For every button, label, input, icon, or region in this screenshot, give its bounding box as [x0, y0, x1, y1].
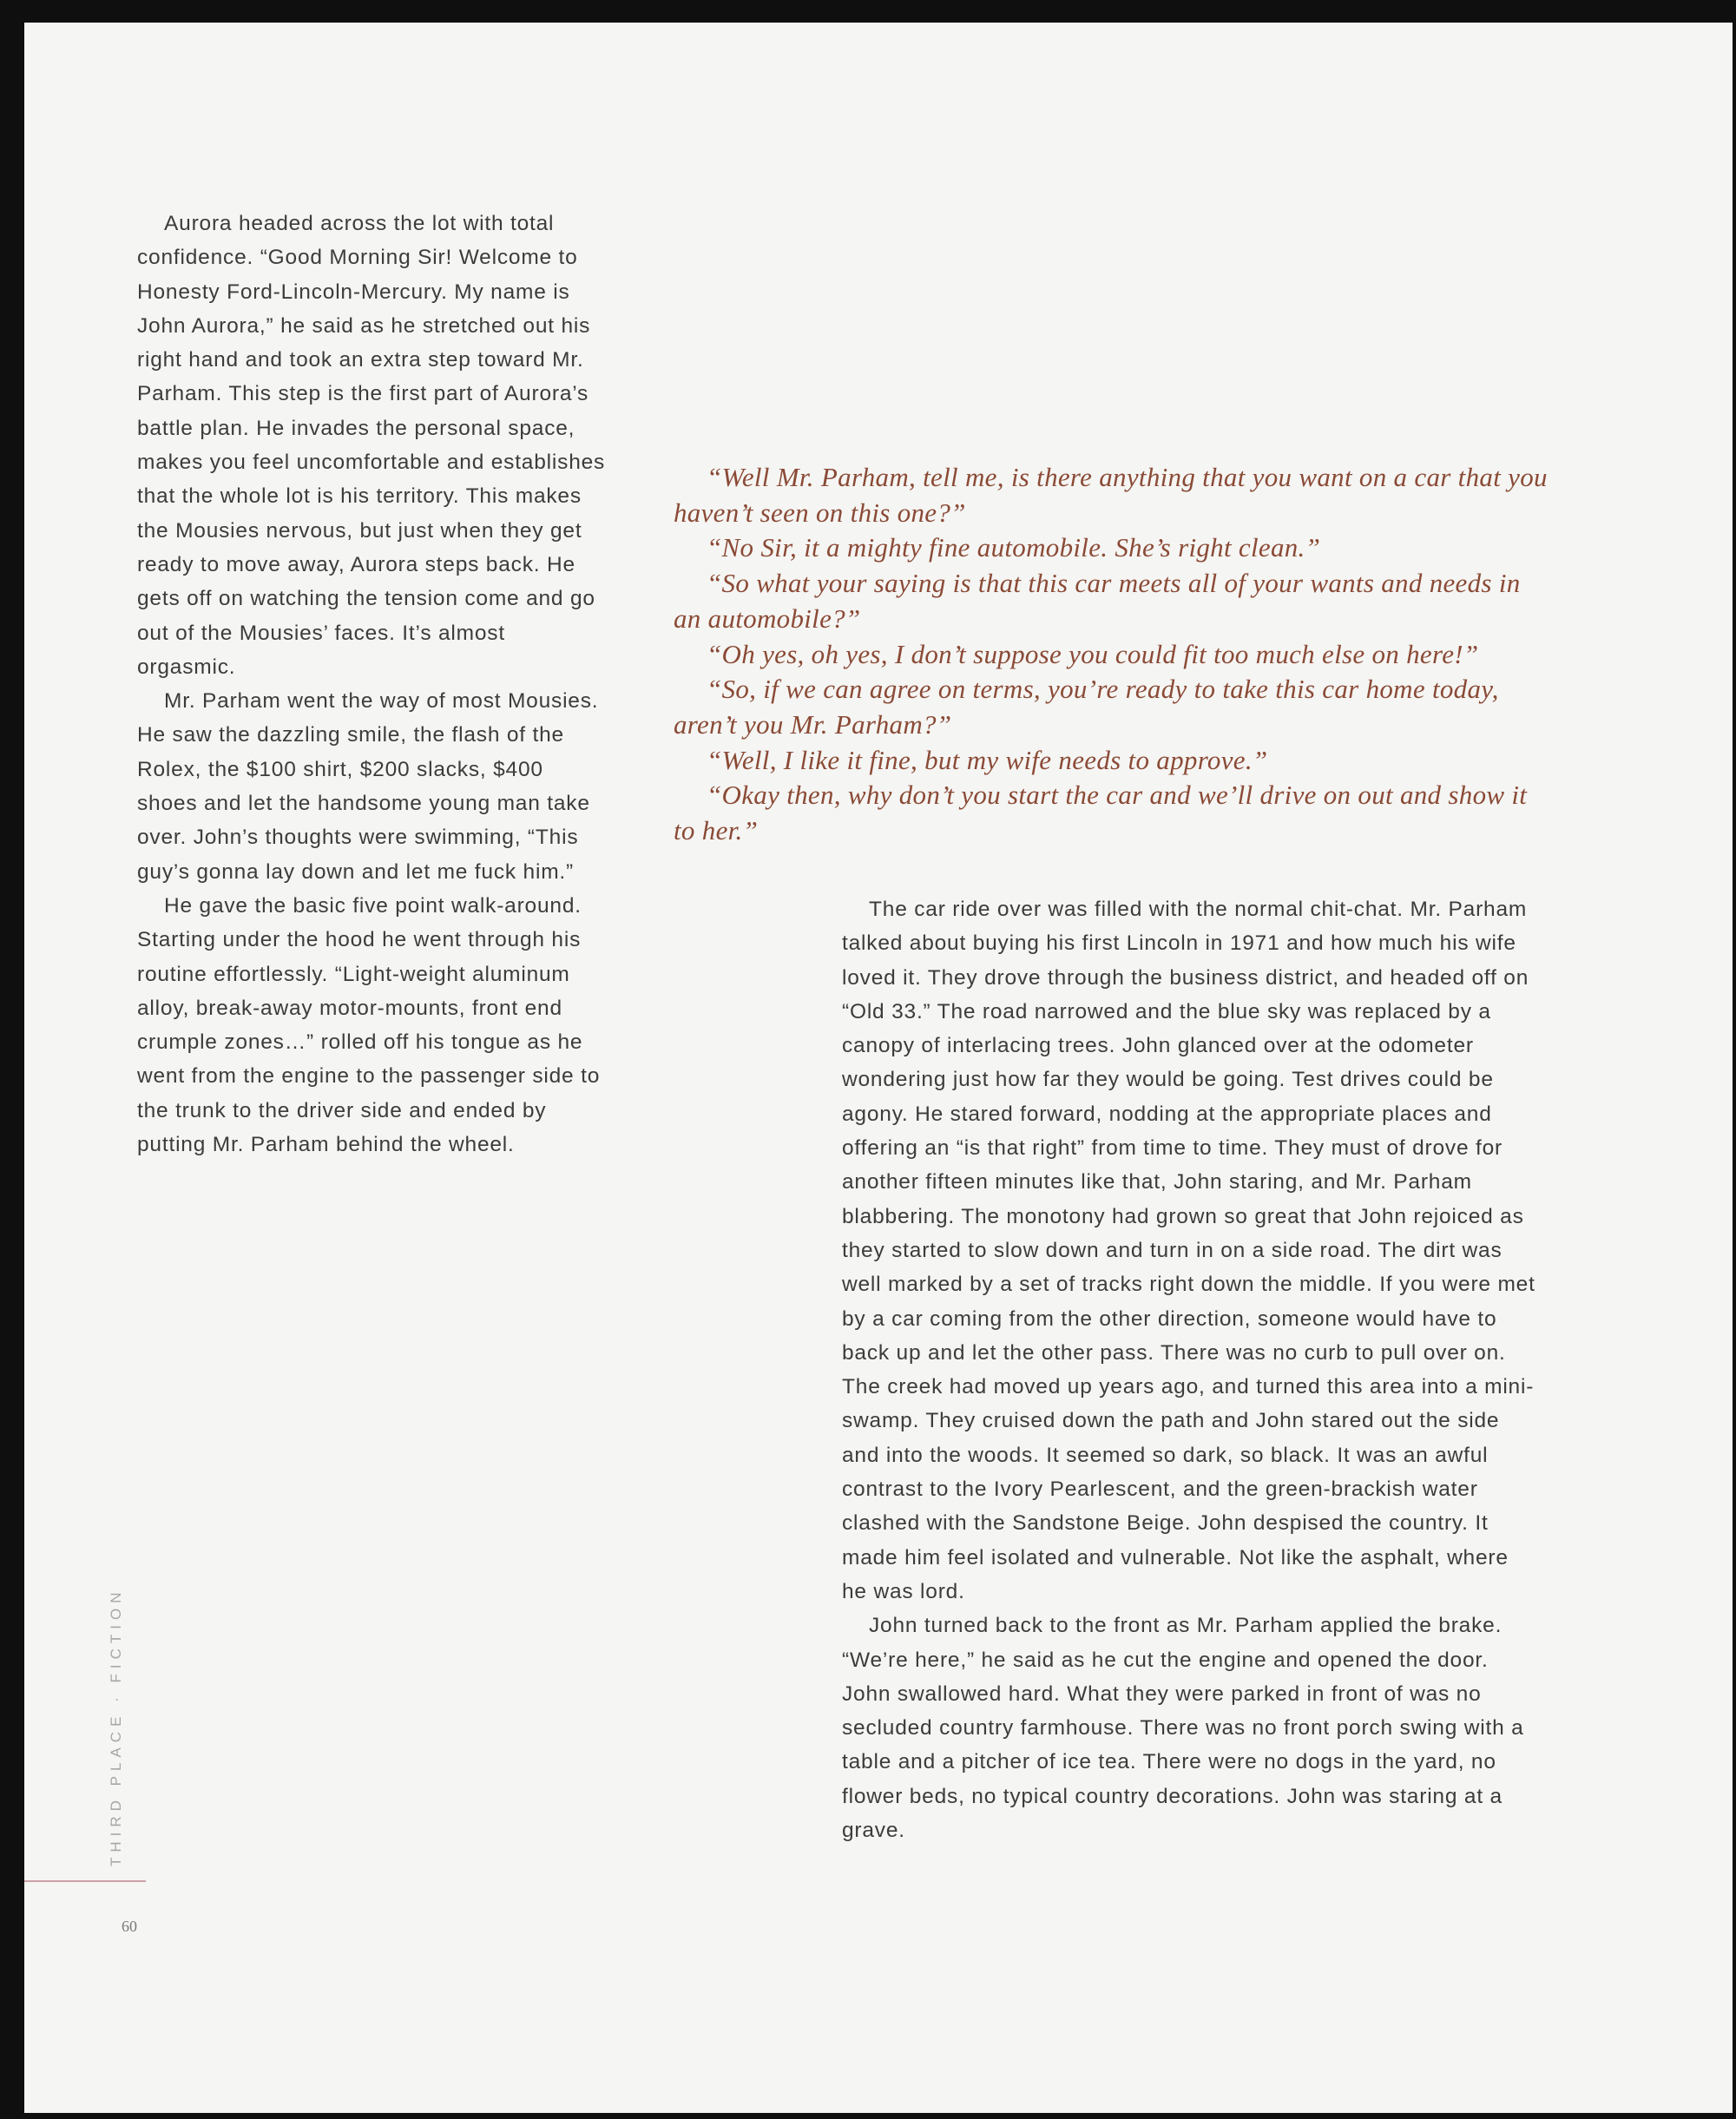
paragraph: Mr. Parham went the way of most Mousies. He saw the dazzling smile, the flash of the Rolex, the $100 shirt, $200 slacks, $400 shoes and let the handsome young man take over. John’s thoughts were swimming, “This guy’s gonna lay down and let me fuck him.”: [137, 689, 599, 884]
dialogue-line: “No Sir, it a mighty fine automobile. She’s right clean.”: [707, 532, 1321, 563]
right-column: [842, 892, 1536, 1847]
dialogue-line: “Well, I like it fine, but my wife needs to approve.”: [707, 744, 1268, 775]
dialogue-line: “Oh yes, oh yes, I don’t suppose you could fit too much else on here!”: [707, 638, 1479, 669]
dialogue-line: “Okay then, why don’t you start the car and we’ll drive on out and show it to her.”: [674, 780, 1528, 846]
paragraph: Aurora headed across the lot with total confidence. “Good Morning Sir! Welcome to Honesty Ford-Lincoln-Mercury. My name is John Aurora,” he said as he stretched out his right hand and took an extra step toward Mr. Parham. This step is the first part of Aurora’s battle plan. He invades the personal space, makes you feel uncomfortable and establishes that the whole lot is his territory. This makes the Mousies nervous, but just when they get ready to move away, Aurora steps back. He gets off on watching the tension come and go out of the Mousies’ faces. It’s almost orgasmic.: [137, 212, 606, 679]
dialogue-line: “So, if we can agree on terms, you’re ready to take this car home today, aren’t you Mr. Parham?”: [674, 674, 1499, 740]
running-head: THIRD PLACE · FICTION: [108, 1587, 124, 1866]
dialogue-line: “Well Mr. Parham, tell me, is there anything that you want on a car that you haven’t seen on this one?”: [674, 462, 1548, 528]
left-column: [137, 207, 606, 1162]
dialogue-line: “So what your saying is that this car meets all of your wants and needs in an automobile?”: [674, 568, 1521, 634]
divider: [24, 1880, 146, 1882]
paragraph: He gave the basic five point walk-around. Starting under the hood he went through his routine effortlessly. “Light-weight aluminum alloy, break-away motor-mounts, front end crumple zones…” rolled off his tongue as he went from the engine to the passenger side to the trunk to the driver side and ended by putting Mr. Parham behind the wheel.: [137, 893, 601, 1157]
paragraph: John turned back to the front as Mr. Parham applied the brake. “We’re here,” he said as he cut the engine and opened the door. John swallowed hard. What they were parked in front of was no secluded country farmhouse. There was no front porch swing with a table and a pitcher of ice tea. There were no dogs in the yard, no flower beds, no typical country decorations. John was staring at a grave.: [842, 1614, 1524, 1843]
paragraph: The car ride over was filled with the normal chit-chat. Mr. Parham talked about buying his first Lincoln in 1971 and how much his wife loved it. They drove through the business district, and headed off on “Old 33.” The road narrowed and the blue sky was replaced by a canopy of interlacing trees. John glanced over at the odometer wondering just how far they would be going. Test drives could be agony. He stared forward, nodding at the appropriate places and offering an “is that right” from time to time. They must of drove for another fifteen minutes like that, John staring, and Mr. Parham blabbering. The monotony had grown so great that John rejoiced as they started to slow down and turn in on a side road. The dirt was well marked by a set of tracks right down the middle. If you were met by a car coming from the other direction, someone would have to back up and let the other pass. There was no curb to pull over on. The creek had moved up years ago, and turned this area into a mini-swamp. They cruised down the path and John stared out the side and into the woods. It seemed so dark, so black. It was an awful contrast to the Ivory Pearlescent, and the green-brackish water clashed with the Sandstone Beige. John despised the country. It made him feel isolated and vulnerable. Not like the asphalt, where he was lord.: [842, 898, 1535, 1603]
page-number: 60: [122, 1918, 137, 1935]
magazine-page: [24, 23, 1733, 2113]
dialogue-pull-quote: [674, 460, 1550, 849]
